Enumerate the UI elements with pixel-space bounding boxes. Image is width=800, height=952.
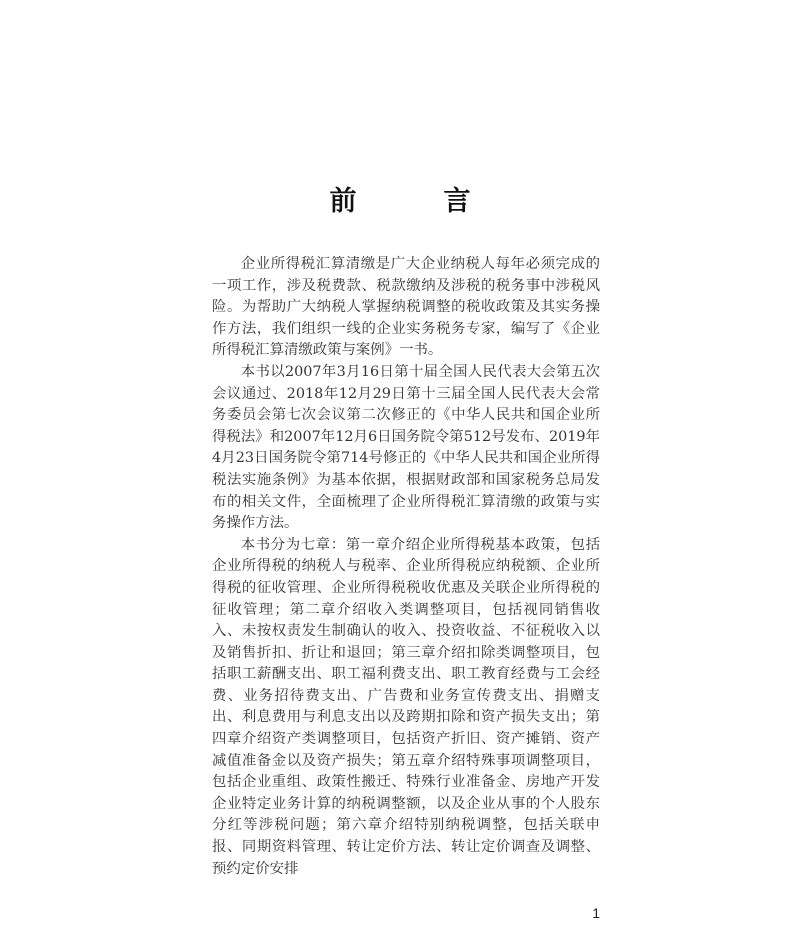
preface-body: [212, 254, 600, 880]
paragraph: 本书分为七章：第一章介绍企业所得税基本政策，包括企业所得税的纳税人与税率、企业所得税应纳税额、企业所得税的征收管理、企业所得税税收优惠及关联企业所得税的征收管理；第二章介绍收入类调整项目，包括视同销售收入、未按权责发生制确认的收入、投资收益、不征税收入以及销售折扣、折让和退回；第三章介绍扣除类调整项目，包括职工薪酬支出、职工福利费支出、职工教育经费与工会经费、业务招待费支出、广告费和业务宣传费支出、捐赠支出、利息费用与利息支出以及跨期扣除和资产损失支出；第四章介绍资产类调整项目，包括资产折旧、资产摊销、资产减值准备金以及资产损失；第五章介绍特殊事项调整项目，包括企业重组、政策性搬迁、特殊行业准备金、房地产开发企业特定业务计算的纳税调整额，以及企业从事的个人股东分红等涉税问题；第六章介绍特别纳税调整，包括关联申报、同期资料管理、转让定价方法、转让定价调查及调整、预约定价安排: [212, 536, 600, 877]
page-title: 前 言: [329, 186, 501, 217]
paragraph: 企业所得税汇算清缴是广大企业纳税人每年必须完成的一项工作，涉及税费款、税款缴纳及涉税的税务事中涉税风险。为帮助广大纳税人掌握纳税调整的税收政策及其实务操作方法，我们组织一线的企业实务税务专家，编写了《企业所得税汇算清缴政策与案例》一书。: [212, 256, 600, 359]
paragraph: 本书以2007年3月16日第十届全国人民代表大会第五次会议通过、2018年12月29日第十三届全国人民代表大会常务委员会第七次会议第二次修正的《中华人民共和国企业所得税法》和2007年12月6日国务院令第512号发布、2019年4月23日国务院令第714号修正的《中华人民共和国企业所得税法实施条例》为基本依据，根据财政部和国家税务总局发布的相关文件，全面梳理了企业所得税汇算清缴的政策与实务操作方法。: [212, 363, 600, 532]
page-number: 1: [592, 905, 600, 922]
